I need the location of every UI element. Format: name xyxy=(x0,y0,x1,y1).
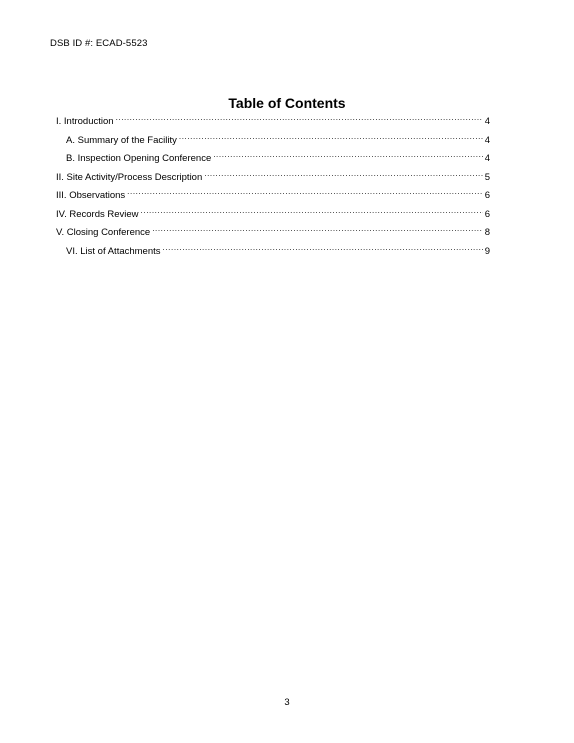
toc-entry-label: I. Introduction xyxy=(56,116,114,127)
toc-dot-leader xyxy=(204,170,482,180)
toc-entry-page: 5 xyxy=(484,171,490,183)
toc-entry-closing-conference[interactable] xyxy=(56,224,490,243)
page-number: 3 xyxy=(284,697,290,708)
toc-entry-page: 9 xyxy=(484,245,490,257)
toc-entry-label: IV. Records Review xyxy=(56,208,139,220)
table-of-contents xyxy=(56,113,490,261)
toc-dot-leader xyxy=(152,225,483,235)
toc-dot-leader xyxy=(163,244,483,254)
toc-entry-list-of-attachments[interactable] xyxy=(56,243,490,262)
toc-entry-summary-of-facility[interactable] xyxy=(56,132,490,151)
toc-entry-page: 4 xyxy=(484,134,490,146)
toc-entry-page: 8 xyxy=(484,227,490,238)
toc-entry-page: 4 xyxy=(484,153,490,164)
toc-entry-label: VI. List of Attachments xyxy=(66,245,161,257)
toc-dot-leader xyxy=(116,114,483,124)
toc-entry-label: II. Site Activity/Process Description xyxy=(56,171,203,183)
toc-dot-leader xyxy=(179,133,483,143)
toc-entry-records-review[interactable] xyxy=(56,206,490,225)
toc-dot-leader xyxy=(213,151,482,161)
toc-entry-label: III. Observations xyxy=(56,190,126,201)
toc-entry-introduction[interactable] xyxy=(56,113,490,132)
toc-entry-page: 6 xyxy=(484,190,490,201)
toc-entry-page: 4 xyxy=(484,116,490,127)
toc-dot-leader xyxy=(141,207,483,217)
toc-title: Table of Contents xyxy=(228,95,346,111)
document-id: DSB ID #: ECAD-5523 xyxy=(50,38,148,49)
toc-entry-page: 6 xyxy=(484,208,490,220)
toc-entry-label: A. Summary of the Facility xyxy=(66,134,177,146)
toc-entry-observations[interactable] xyxy=(56,187,490,206)
toc-entry-site-activity[interactable] xyxy=(56,169,490,188)
toc-entry-label: V. Closing Conference xyxy=(56,227,151,238)
toc-dot-leader xyxy=(127,188,483,198)
toc-entry-label: B. Inspection Opening Conference xyxy=(66,153,212,164)
toc-entry-opening-conference[interactable] xyxy=(56,150,490,169)
